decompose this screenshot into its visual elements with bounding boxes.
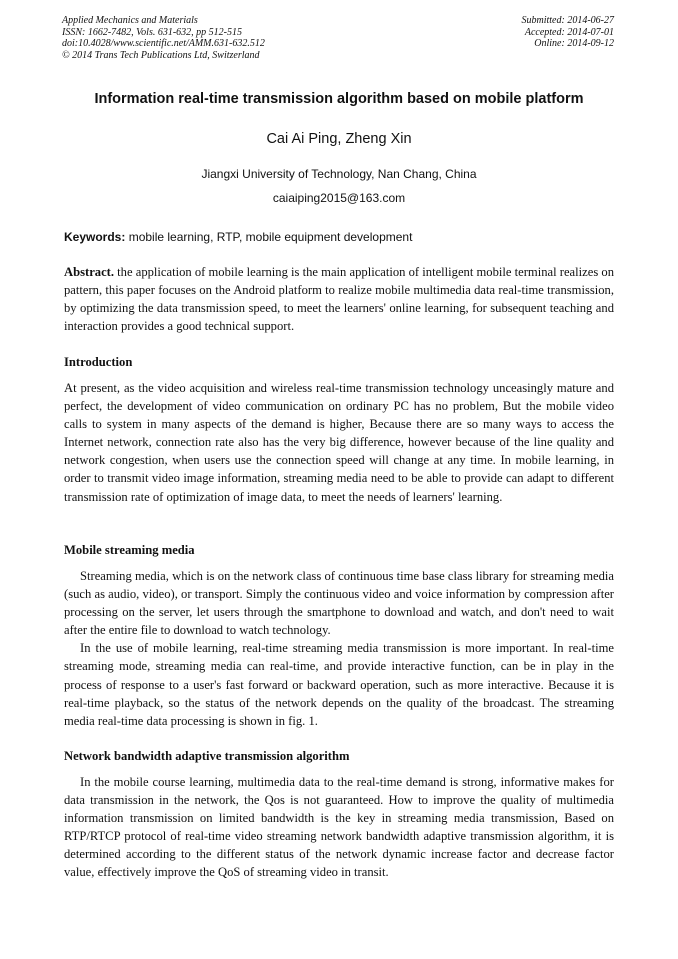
section-heading-streaming: Mobile streaming media [64,543,195,557]
bandwidth-paragraph [64,773,614,882]
keywords-text: mobile learning, RTP, mobile equipment development [125,230,413,244]
section-heading-bandwidth: Network bandwidth adaptive transmission algorithm [64,749,350,763]
abstract-text: the application of mobile learning is the main application of intelligent mobile terminal realizes on pattern, this paper focuses on the Android platform to realize mobile multimedia data real-time transmission, by optimizing the data transmission speed, to meet the learners' online learning, for subsequent teaching and interaction provides a good technical support. [64,265,614,334]
keywords [64,230,616,244]
bandwidth-text: In the mobile course learning, multimedia data to the real-time demand is strong, informative makes for data transmission in the network, the Qos is not guaranteed. How to improve the quality of multimedia information transmission on limited bandwidth is the key in streaming media transmission, Based on RTP/RTCP protocol of real-time video streaming network bandwidth adaptive transmission algorithm, it is determined according to the different status of the network dynamic increase factor and decrease factor value, effectively improve the QoS of streaming video in transit. [64,775,614,880]
online-date: Online: 2014-09-12 [534,38,614,49]
publication-dates [522,15,615,50]
paper-authors: Cai Ai Ping, Zheng Xin [266,131,412,147]
accepted-date: Accepted: 2014-07-01 [524,26,614,38]
streaming-paragraph-1: Streaming media, which is on the network class of continuous time base class library for streaming media (such as audio, video), or transport. Simply the continuous video and voice information by compression after processing on the server, let users through the smartphone to download and watch, and don't need to wait after the entire file to download to watch technology. [64,569,614,638]
paper-title: Information real-time transmission algorithm based on mobile platform [94,91,584,107]
author-email: caiaiping2015@163.com [272,191,406,205]
issn-line: ISSN: 1662-7482, Vols. 631-632, pp 512-515 [62,26,242,38]
abstract-label: Abstract. [64,265,115,279]
paper-affiliation: Jiangxi University of Technology, Nan Chang, China [201,167,477,181]
doi-line: doi:10.4028/www.scientific.net/AMM.631-632.512 [62,38,265,49]
submitted-date: Submitted: 2014-06-27 [521,15,614,26]
introduction-text: At present, as the video acquisition and wireless real-time transmission technology unceasingly mature and perfect, the development of video communication on ordinary PC has no problem, But the mobile video calls to system in many aspects of the demand is higher, Because there are so many ways to access the Internet network, connection rate also has the very big difference, however because of the line quality and network congestion, when users use the connection speed will change at any time. In mobile learning, in order to transmit video image information, streaming media need to be able to provide can adapt to different transmission rate of optimization of image data, to meet the needs of learners' learning. [64,381,614,504]
journal-name: Applied Mechanics and Materials [62,15,198,26]
keywords-label: Keywords: [64,230,126,244]
streaming-paragraph-2: In the use of mobile learning, real-time streaming media transmission is more important. In real-time streaming mode, streaming media can real-time, and provide interactive function, can be in play in the process of response to a user's fast forward or backward operation, such as more interactive. Because it is real-time playback, so the status of the network depends on the quality of the broadcast. The streaming media real-time data processing is shown in fig. 1. [64,641,614,728]
copyright-line: © 2014 Trans Tech Publications Ltd, Switzerland [62,49,260,61]
abstract [64,263,614,335]
streaming-paragraphs [64,567,614,730]
section-heading-introduction: Introduction [64,355,133,369]
introduction-paragraph [64,379,614,506]
journal-info [62,15,265,61]
